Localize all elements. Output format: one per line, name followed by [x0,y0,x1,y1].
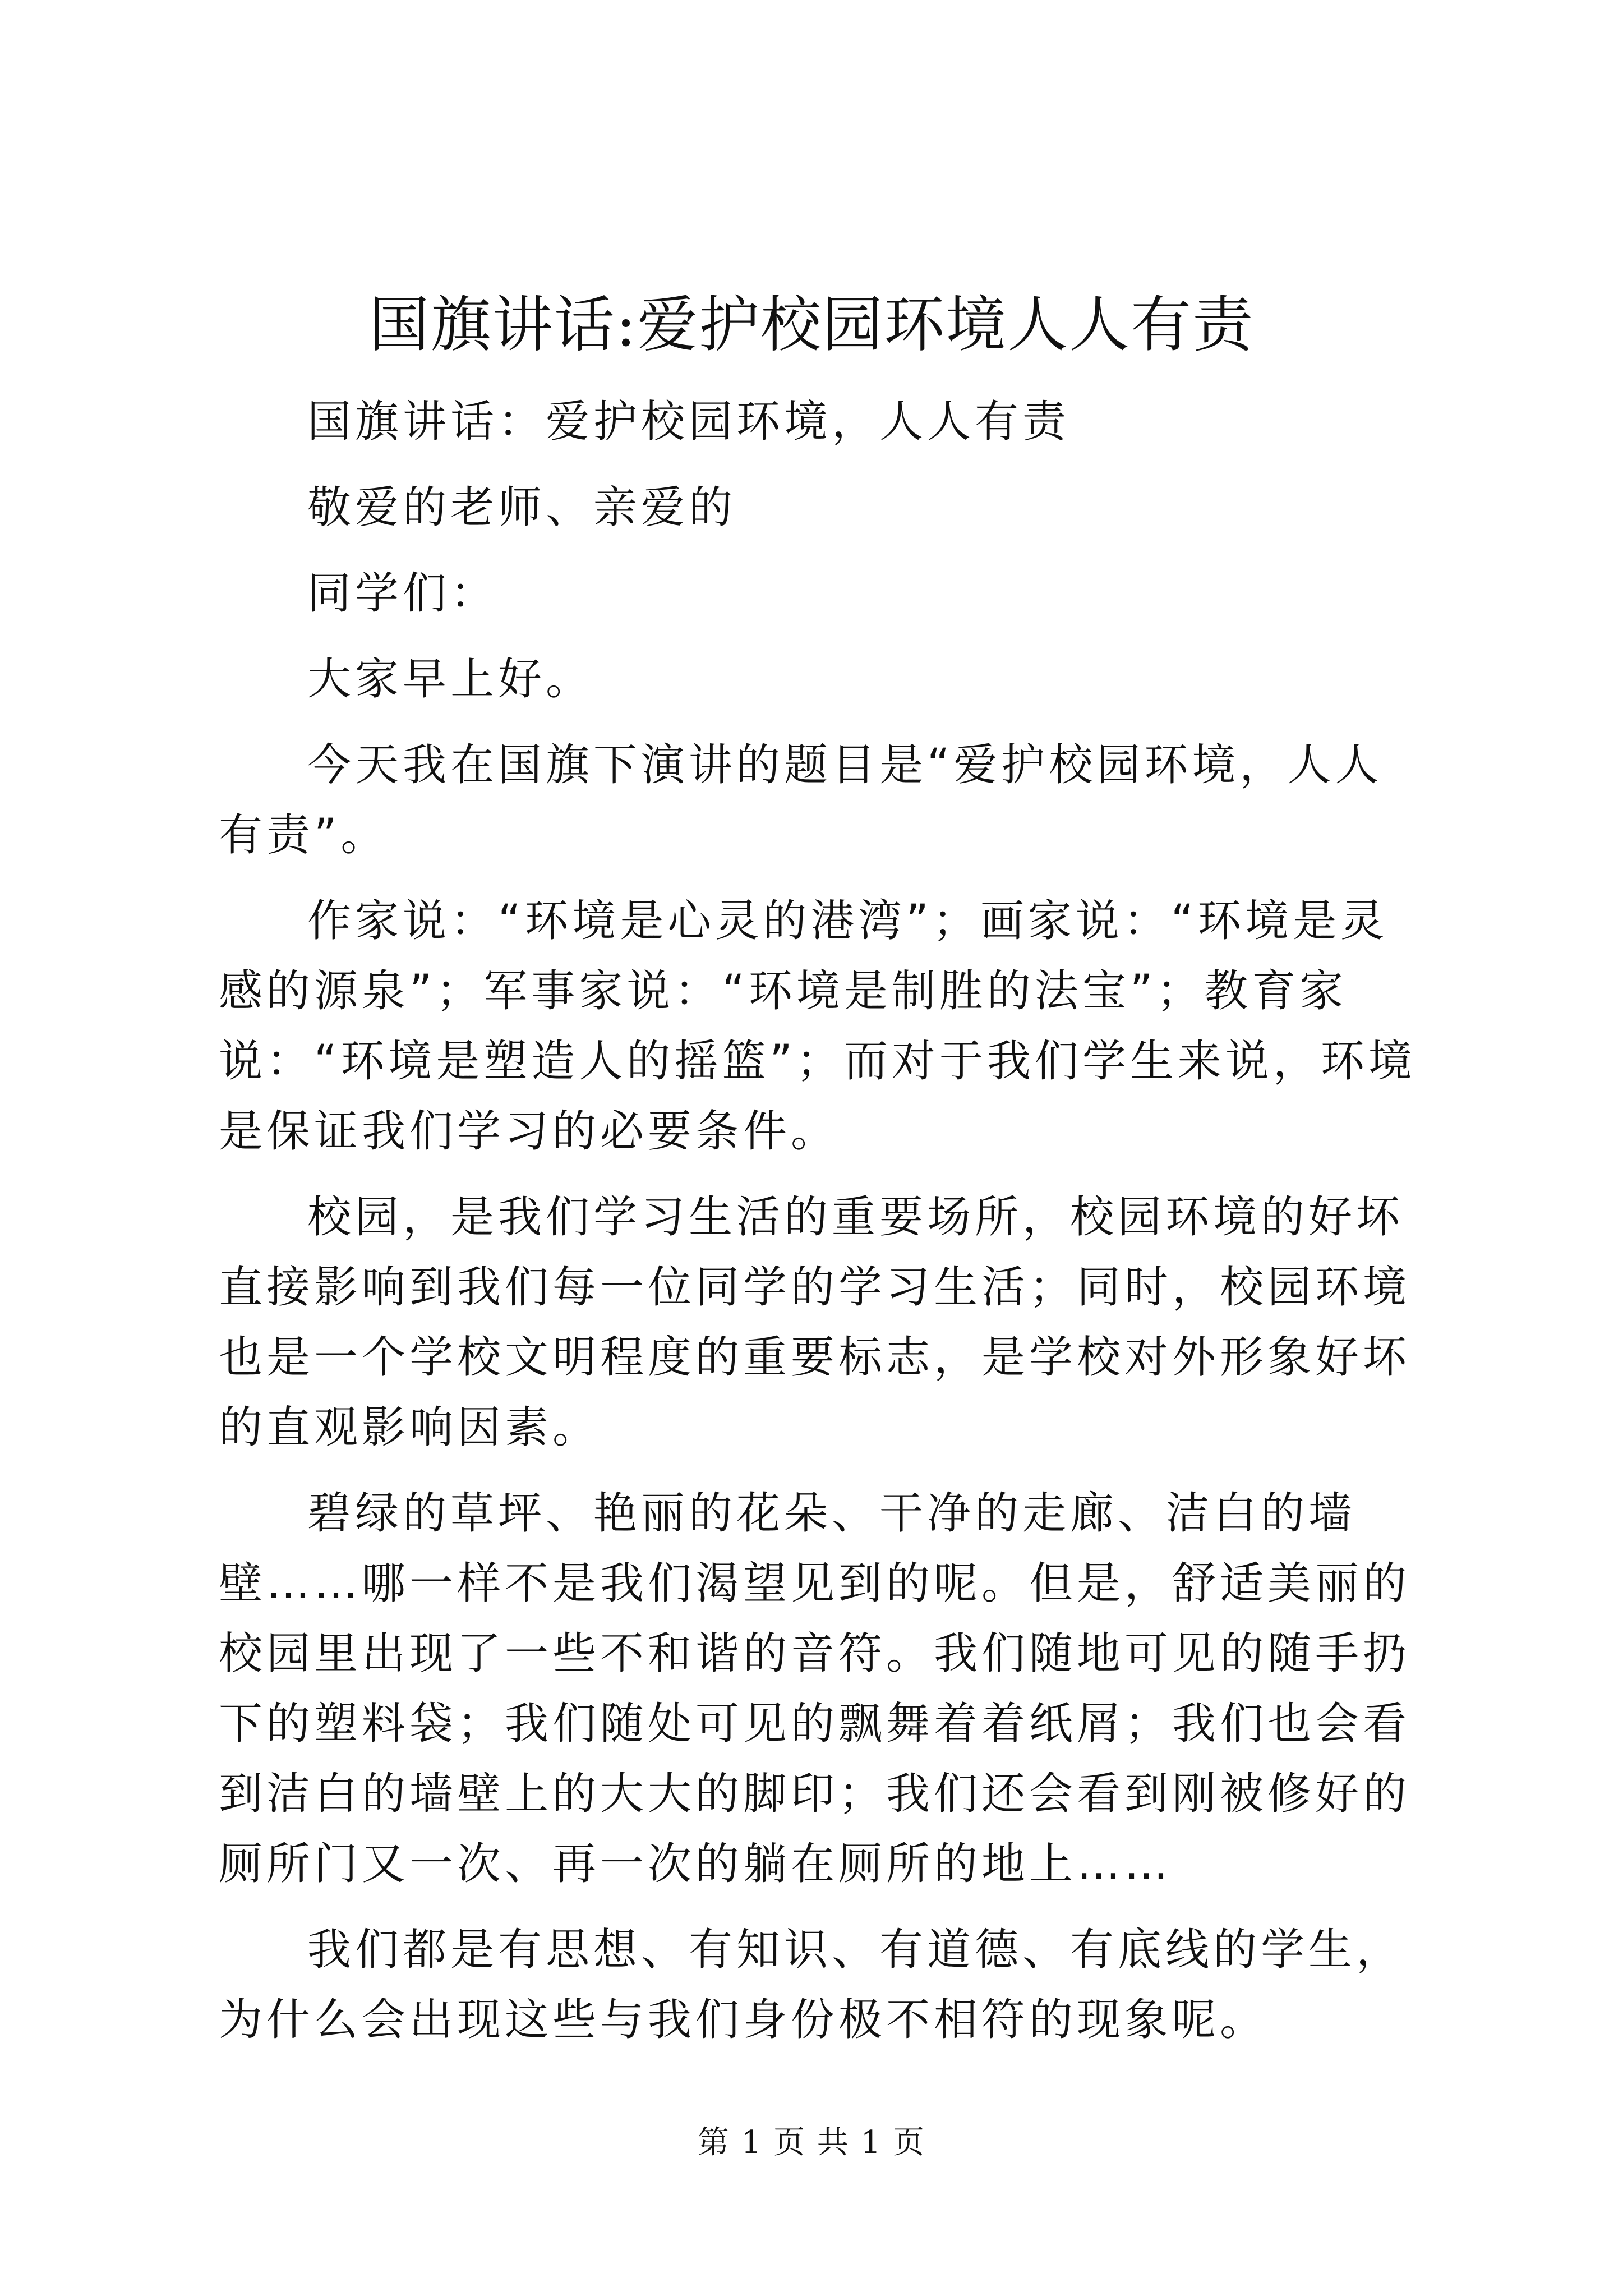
document-title: 国旗讲话:爱护校园环境人人有责 [368,290,1255,360]
paragraph-topic: 今天我在国旗下演讲的题目是“爱护校园环境，人人有责”。 [219,740,1383,861]
paragraph-subtitle: 国旗讲话：爱护校园环境，人人有责 [307,397,1071,447]
paragraph-salutation-1: 敬爱的老师、亲爱的 [307,482,737,533]
paragraph-greeting: 大家早上好。 [307,654,594,705]
document-body [219,387,1419,2055]
paragraph-salutation-2: 同学们： [307,568,499,619]
paragraph-quotes: 作家说：“环境是心灵的港湾”；画家说：“环境是灵感的源泉”；军事家说：“环境是制胜的法宝”；教育家说：“环境是塑造人的摇篮”；而对于我们学生来说，环境是保证我们学习的必要条件。 [219,896,1416,1157]
paragraph-question: 我们都是有思想、有知识、有道德、有底线的学生，为什么会出现这些与我们身份极不相符的现象呢。 [219,1925,1404,2045]
paragraph-problems: 碧绿的草坪、艳丽的花朵、干净的走廊、洁白的墙壁……哪一样不是我们渴望见到的呢。但是，舒适美丽的校园里出现了一些不和谐的音符。我们随地可见的随手扔下的塑料袋；我们随处可见的飘舞着着纸屑；我们也会看到洁白的墙壁上的大大的脚印；我们还会看到刚被修好的厕所门又一次、再一次的躺在厕所的地上…… [219,1488,1411,1889]
page-footer: 第 1 页 共 1 页 [697,2124,926,2161]
paragraph-campus: 校园，是我们学习生活的重要场所，校园环境的好坏直接影响到我们每一位同学的学习生活；同时，校园环境也是一个学校文明程度的重要标志，是学校对外形象好坏的直观影响因素。 [219,1192,1411,1453]
